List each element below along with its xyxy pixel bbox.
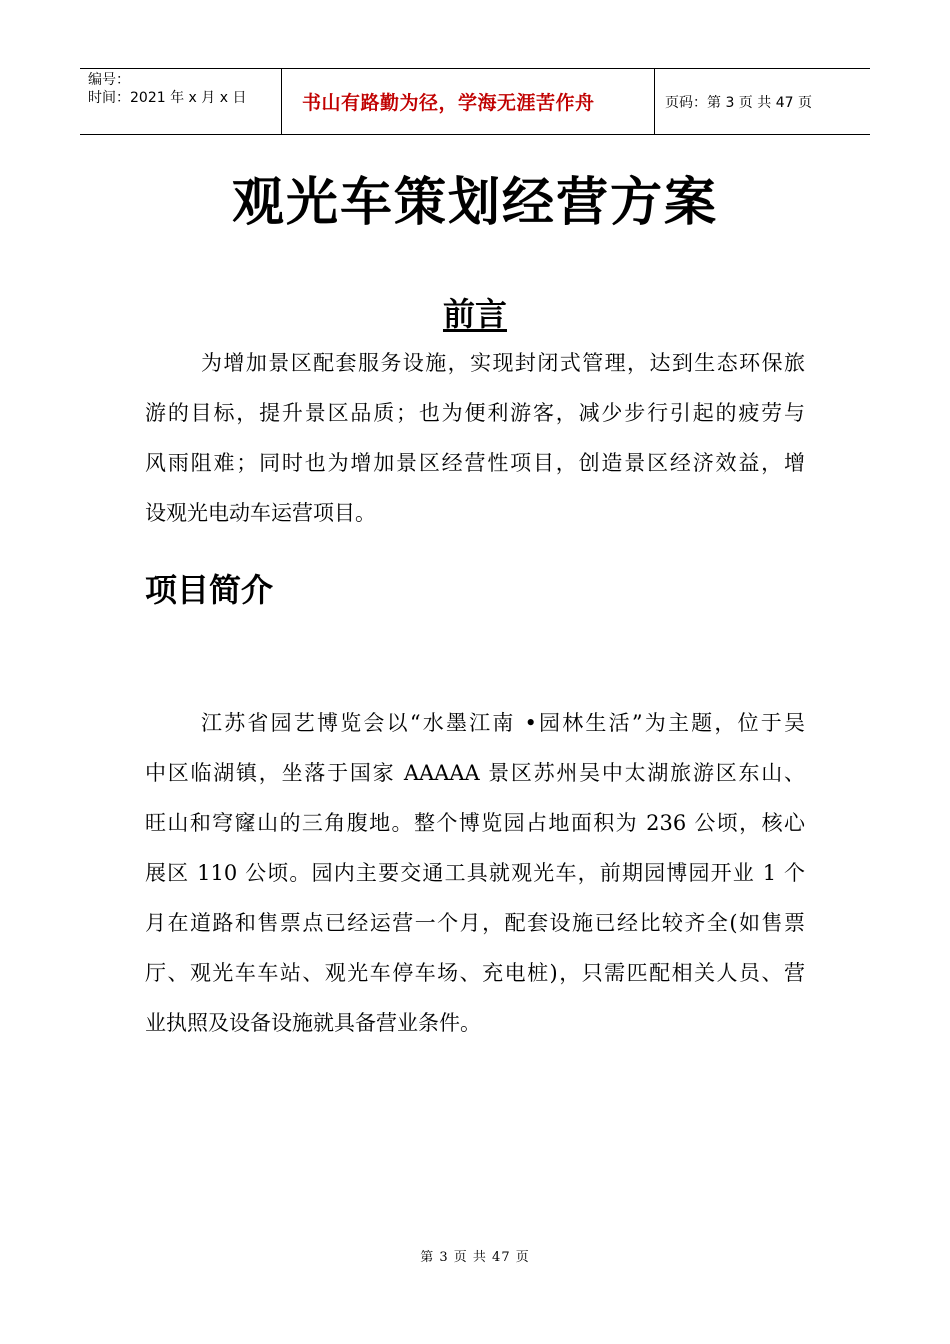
header-page-info: 页码：第 3 页 共 47 页 xyxy=(665,94,812,111)
preface-paragraph xyxy=(145,338,805,538)
footer-page-number: 第 3 页 共 47 页 xyxy=(420,1250,530,1265)
preface-heading xyxy=(0,292,950,336)
paragraph-line: 厅、观光车车站、观光车停车场、充电桩)，只需匹配相关人员、营 xyxy=(145,961,805,985)
paragraph-line: 展区 110 公顷。园内主要交通工具就观光车，前期园博园开业 1 个 xyxy=(145,861,805,885)
document-number-label: 编号： xyxy=(88,72,130,88)
paragraph-line: 游的目标，提升景区品质；也为便利游客，减少步行引起的疲劳与 xyxy=(145,401,805,425)
paragraph-line: 业执照及设备设施就具备营业条件。 xyxy=(145,1011,481,1035)
page-footer xyxy=(0,1246,950,1265)
paragraph-line: 旺山和穹窿山的三角腹地。整个博览园占地面积为 236 公顷，核心 xyxy=(145,811,805,835)
intro-paragraph xyxy=(145,698,805,1048)
paragraph-line: 风雨阻难；同时也为增加景区经营性项目，创造景区经济效益，增 xyxy=(145,451,805,475)
header-page-info-cell xyxy=(655,69,870,134)
document-date: 时间：2021 年 x 月 x 日 xyxy=(88,90,247,106)
paragraph-line: 设观光电动车运营项目。 xyxy=(145,501,376,525)
paragraph-line: 月在道路和售票点已经运营一个月，配套设施已经比较齐全(如售票 xyxy=(145,911,805,935)
header-motto-cell xyxy=(282,69,655,134)
paragraph-line: 江苏省园艺博览会以“水墨江南 •园林生活”为主题，位于吴 xyxy=(201,711,805,735)
paragraph-line: 为增加景区配套服务设施，实现封闭式管理，达到生态环保旅 xyxy=(201,351,805,375)
paragraph-line: 中区临湖镇，坐落于国家 AAAAA 景区苏州吴中太湖旅游区东山、 xyxy=(145,761,805,785)
intro-heading: 项目简介 xyxy=(145,571,274,609)
header-meta xyxy=(80,69,282,134)
header-motto: 书山有路勤为径，学海无涯苦作舟 xyxy=(302,92,595,114)
preface-heading-text: 前言 xyxy=(442,295,507,333)
document-title: 观光车策划经营方案 xyxy=(231,173,718,233)
page-header xyxy=(80,68,870,135)
